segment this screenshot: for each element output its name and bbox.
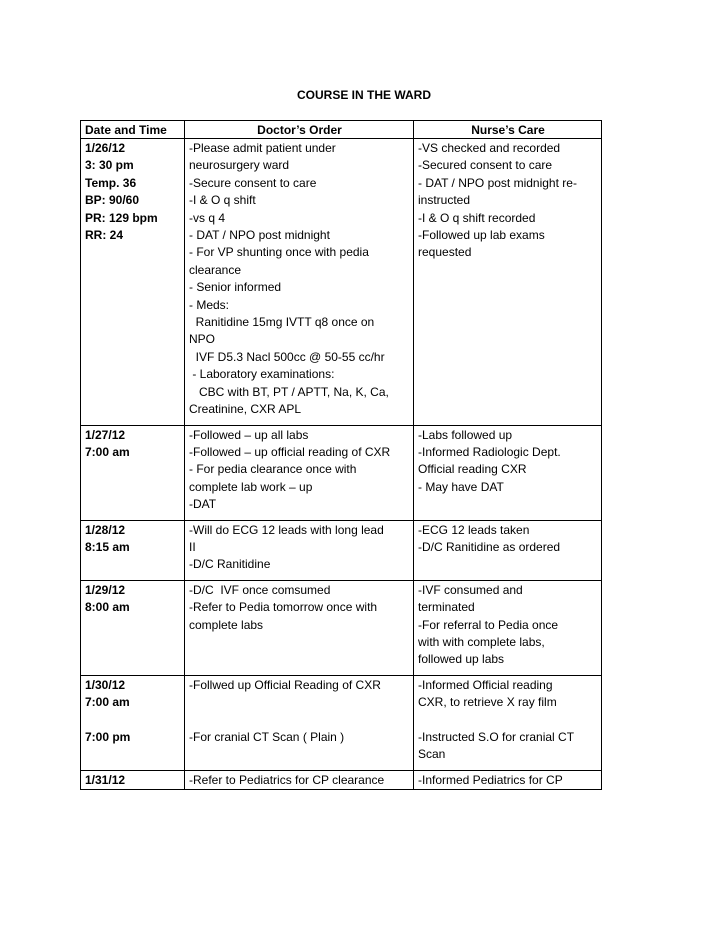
nurse-care-cell bbox=[414, 425, 602, 520]
doctor-order-cell bbox=[185, 139, 414, 426]
order-line: NPO bbox=[189, 332, 216, 347]
date-line: 1/26/12 bbox=[85, 141, 126, 155]
order-line: -vs q 4 bbox=[189, 210, 226, 225]
date-cell bbox=[81, 425, 185, 520]
doctor-order-cell bbox=[185, 770, 414, 789]
nurse-care-cell bbox=[414, 139, 602, 426]
care-line: with with complete labs, bbox=[418, 634, 545, 649]
blank-line bbox=[189, 694, 410, 711]
order-line: -Refer to Pediatrics for CP clearance bbox=[189, 772, 385, 787]
table-header-row bbox=[81, 121, 602, 139]
order-line: -Please admit patient under bbox=[189, 141, 336, 155]
care-line: -Followed up lab exams bbox=[418, 228, 545, 243]
order-line: complete lab work – up bbox=[189, 479, 313, 494]
blank-line bbox=[85, 712, 181, 729]
vital-rr: RR: 24 bbox=[85, 228, 124, 243]
order-line: neurosurgery ward bbox=[189, 158, 290, 173]
time-line: 7:00 am bbox=[85, 695, 130, 710]
care-line: - DAT / NPO post midnight re- bbox=[418, 175, 577, 190]
order-line: - For pedia clearance once with bbox=[189, 462, 357, 477]
care-line: followed up labs bbox=[418, 652, 505, 667]
care-line: -For referral to Pedia once bbox=[418, 617, 559, 632]
time-line: 8:15 am bbox=[85, 539, 130, 554]
care-line: -IVF consumed and bbox=[418, 582, 523, 597]
order-line: - Laboratory examinations: bbox=[189, 367, 335, 382]
care-line: -Informed Radiologic Dept. bbox=[418, 444, 561, 459]
care-line: - May have DAT bbox=[418, 479, 504, 494]
date-line: 1/30/12 bbox=[85, 677, 126, 692]
order-line: -I & O q shift bbox=[189, 193, 256, 208]
table-row bbox=[81, 425, 602, 520]
blank-line bbox=[189, 712, 410, 729]
order-line: Creatinine, CXR APL bbox=[189, 402, 302, 417]
order-line: - Meds: bbox=[189, 297, 230, 312]
order-line: -D/C Ranitidine bbox=[189, 557, 271, 572]
order-line: IVF D5.3 Nacl 500cc @ 50-55 cc/hr bbox=[189, 349, 385, 364]
table-row bbox=[81, 139, 602, 426]
order-line: - Senior informed bbox=[189, 280, 282, 295]
header-nurses-care: Nurse’s Care bbox=[414, 121, 602, 139]
order-line: -Followed – up all labs bbox=[189, 427, 309, 442]
doctor-order-cell bbox=[185, 675, 414, 770]
order-line: -Followed – up official reading of CXR bbox=[189, 444, 391, 459]
table-row bbox=[81, 520, 602, 580]
care-line: requested bbox=[418, 245, 472, 260]
table-row bbox=[81, 770, 602, 789]
order-line: complete labs bbox=[189, 617, 264, 632]
order-line: -DAT bbox=[189, 497, 217, 512]
ward-course-table bbox=[80, 120, 602, 790]
order-line: -Will do ECG 12 leads with long lead bbox=[189, 522, 384, 537]
page-bottom-margin bbox=[70, 840, 630, 950]
order-line: - DAT / NPO post midnight bbox=[189, 228, 330, 243]
order-line: Ranitidine 15mg IVTT q8 once on bbox=[189, 315, 375, 330]
care-line: -ECG 12 leads taken bbox=[418, 522, 530, 537]
order-line: -Refer to Pedia tomorrow once with bbox=[189, 600, 378, 615]
date-cell bbox=[81, 770, 185, 789]
header-doctors-order: Doctor’s Order bbox=[185, 121, 414, 139]
time-line: 8:00 am bbox=[85, 600, 130, 615]
vital-pr: PR: 129 bpm bbox=[85, 210, 158, 225]
table-row bbox=[81, 675, 602, 770]
order-line: II bbox=[189, 539, 196, 554]
order-line: CBC with BT, PT / APTT, Na, K, Ca, bbox=[189, 384, 389, 399]
care-line: -VS checked and recorded bbox=[418, 141, 561, 155]
nurse-care-cell bbox=[414, 520, 602, 580]
nurse-care-cell bbox=[414, 580, 602, 675]
care-line: Scan bbox=[418, 747, 446, 762]
care-line: -I & O q shift recorded bbox=[418, 210, 536, 225]
order-line: -For cranial CT Scan ( Plain ) bbox=[189, 729, 345, 744]
date-cell bbox=[81, 520, 185, 580]
time-line: 3: 30 pm bbox=[85, 158, 134, 173]
order-line: -D/C IVF once comsumed bbox=[189, 582, 331, 597]
order-line: -Follwed up Official Reading of CXR bbox=[189, 677, 381, 692]
doctor-order-cell bbox=[185, 425, 414, 520]
date-cell bbox=[81, 139, 185, 426]
time-line: 7:00 am bbox=[85, 444, 130, 459]
page-title: COURSE IN THE WARD bbox=[296, 88, 431, 102]
vital-bp: BP: 90/60 bbox=[85, 193, 140, 208]
care-line: Official reading CXR bbox=[418, 462, 527, 477]
care-line: instructed bbox=[418, 193, 471, 208]
care-line: -Informed Pediatrics for CP bbox=[418, 772, 563, 787]
time-line: 7:00 pm bbox=[85, 729, 131, 744]
care-line: -Secured consent to care bbox=[418, 158, 553, 173]
date-cell bbox=[81, 580, 185, 675]
order-line: clearance bbox=[189, 262, 242, 277]
date-line: 1/31/12 bbox=[85, 772, 126, 787]
date-cell bbox=[81, 675, 185, 770]
order-line: -Secure consent to care bbox=[189, 175, 317, 190]
nurse-care-cell bbox=[414, 675, 602, 770]
header-date-time: Date and Time bbox=[81, 121, 185, 139]
order-line: - For VP shunting once with pedia bbox=[189, 245, 369, 260]
doctor-order-cell bbox=[185, 580, 414, 675]
care-line: terminated bbox=[418, 600, 475, 615]
nurse-care-cell bbox=[414, 770, 602, 789]
table-row bbox=[81, 580, 602, 675]
care-line: CXR, to retrieve X ray film bbox=[418, 695, 557, 710]
date-line: 1/29/12 bbox=[85, 582, 126, 597]
care-line: -D/C Ranitidine as ordered bbox=[418, 539, 561, 554]
blank-line bbox=[418, 712, 598, 729]
care-line: -Labs followed up bbox=[418, 427, 513, 442]
date-line: 1/28/12 bbox=[85, 522, 126, 537]
care-line: -Informed Official reading bbox=[418, 677, 553, 692]
care-line: -Instructed S.O for cranial CT bbox=[418, 729, 575, 744]
vital-temp: Temp. 36 bbox=[85, 175, 137, 190]
doctor-order-cell bbox=[185, 520, 414, 580]
date-line: 1/27/12 bbox=[85, 427, 126, 442]
